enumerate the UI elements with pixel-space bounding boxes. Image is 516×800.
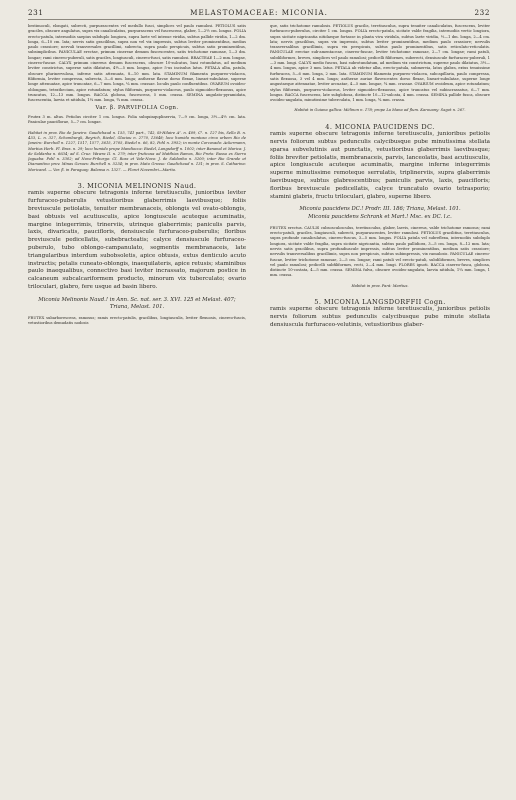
habitat-text: Habitat in prov. Pará: Martius. [351,283,409,288]
description-text: bestimoculi, elongati, subrecti, purpurascentes vel medullo fusci, simplices vel paulo ramulosi. PETIOLUS satis graciles, obscure angulatus, supra vix canaliculatus, purpurascens vel fuscescens, glaber, 1—2½ cm. longus. FOLIA erecto-patula, internodiis saepius subduplo longiora, supra laete vel intense viridia, subtus pallide viridia, 1—2 dm. longa, 6—10 cm. lata; nervis satis gracilibus, supra non vel vix impressis, subtus leviter prominentibus, medius paulo crassiore; nervuli transversales gracillimi, subrecta, supra paulo perspicuis, subtus satis prominentibus, subsimplicibus. PANICULAE erectae, primum cinereae demum fuscescentes, satis trichotome ramosae, 1—3 dm. longae; rami cinereo-puberuli, satis graciles, longiusculi, cinereo-fusci, satis ramulosi. BRACTEAE 1—2 mm. longae, cinereo-fuscae. CALYX primum cinereus demum fuscescens, obscure 10-sulcatus, basi rotundatus, ad medium leviter constrictus, superne satis dilatatus, 4½—5 mm. longus, apice 5-us incisulus latus. PETALA alba, patula, obscure plurinervulosa, inferne satis attenuata, 8—10 mm. lata. STAMINUM filamenta purpureo-violacea, filiformia, leviter compressa, subrecta, 3—6 mm. longa; antherae flavae dorso flexae, lineari-subulatae, superne longe attenuatae, apice truncatae, 6—7 mm. longa, ¼ mm. crassae. loculis paulo confluentibus. OVARIUM ovoideo-oblongum, tetrathecium, apice rotundatum; stylus filiformis, purpureo-violaceus, paulo sigmoideo-flexuosus, apice truncatus, 12—13 mm. longus. BACCA globosa, fuscescens, 5 mm. crassa. SEMINA angulato-pyramidata, fuscescentia, laevia et nitidula, 1¼ mm. longa, ¾ mm. crassa. [28,24,246,103]
description-text: FRUTEX erectus. CAULIS cubsosculosculus, teretiusculus, glaber, laevis, cinereus, valde trichotome ramosus; rami erecto-patuli, graciles, longiusculi, subrecti, purpurascentes, leviter ramulosi. PETIOLUS gracilitius, teretiusculus, supra profunde canaliculatus, cinereo-fuscus, 3—5 mm. longus. FOLIA patula vel subreflexa, internodiis subduplo longiora, sicitate valde fragilia, supra sicitate nigricantia, subtus paulo pallidiora, 3—5 cm. longa, 8—12 mm. lata; nervis satis gracilibus, supra profundiuscule impressis, subtus leviter prominentibus, medium satis crassiore; nervulis transversalibus gracillimis, supra non perspicuis, subtus subimpressis, vix ramulosis. PANICULAE cinereo-fuscae, leviter trichotome ramosae, 2—5 cm. longae; rami patuli vel erecto-patuli, subdiliformes, breves, simplices vel paulo ramulosi; pedicelli subfiliformes, recti, 2—4 mm. longi. FLORES ignoti. BACCA cinereo-fusca, globosa, distincte 10-costata, 4—5 mm. crassa. SEMINA fulva, obscure ovoideo-angulata, laevia nitidula, 1¼ mm. longa, 1 mm. crassa. [270,225,490,278]
species-heading: 3. MICONIA MELINONIS Naud. [77,182,197,191]
species-diagnosis: ramis superne obscure tetragonis inferne teretiusculis, junioribus petiolis nervis foliorum subtus pedunculis calycibusque pube minutissima stellata sparsa subvelutinis aut punctatis, vetustioribus glaberrimis laevibusque; foliis breviter petiolatis, membranaceis, parvis, lanceolatis, basi acutiusculis, apice longiuscule acuteque acuminatis, margine inferne integerrimis superne minutissime remoteque serrulatis, triplinerviis, supra glaberrimis laevibusque, subtus glabrescentibus; paniculis parvis, laxis, paucifloris; floribus breviuscule pedicellatis, calyce truncatulo ovario tetrasporio; stamini glabris, fructu triloculari, glabro, superne libero. [270,131,490,200]
species-reference: Miconia paucidens DC.! Prodr. III. 186; Triana, Melast. 101. [299,206,461,213]
habitat-text: Habitat in Guiana gallica: Mélinon n. 178; prope La Mana ad flum. Karouany: Sagot n. 267. [294,108,466,113]
variety-text: Frutex 3 m. altus. Petiolus circiter 1 cm. longus. Folia subquinquplinervia, 7—9 cm. longa, 3½—4½ cm. lata. Paniculae pauciflorae, 5—7 cm. longae. [28,115,246,125]
species-diagnosis: ramis superne obscure tetragonis inferne teretiusculis, junioribus leviter furfuraceo-puberulis vetustioribus glaberrimis laevibusque; foliis breviuscule petiolatis, tenuiter membranaceis, oblongis vel ovato-oblongis, basi obtusis vel acutiusculis, apice longiuscule acuteque acuminatis, margine integerrimis, trinerviis, utrinque glaberrimis; paniculis parvis, laxis, divaricatis, paucifloris, densiuscule furfuraceo-puberulis; floribus breviuscule pedicellatis, subebracteatis; calyce densiuscule furfuraceo-puberulo, tubo oblongo-campanulato, segmentis membranaceis, late triangularibus interdum subobsoletis, apice obtusis, extus denticulo acuto instructis; petalis cuneato-oblongis, inaequilateris, apice retusis; staminibus paulo inaequalibus, connectivo basi leviter incrassato, majorum postice in calcaneum subcalcariformem producto, minorum vix tuberculato; ovario triloculari, glabro, fere usque ad basin libero. [28,190,246,290]
species-reference: Miconia paucidens Schrank et Mart.! Msc. ex DC. l.c. [308,213,452,220]
species-diagnosis: ramis superne obscure tetragonis inferne teretiusculis, junioribus petiolis nervis foliorum subtus pedunculis calycibusque pube minute stellata densiuscula furfuraceo-velutinis, vetustioribus glaber- [270,306,490,328]
description-text: FRUTEX subarborescens, ramosus; ramis erecto-patulis, gracilibus, longiusculis, leviter flexuosis, cinereo-fuscis, vetustioribus demudatis nodosis [28,316,246,326]
species-reference: Miconia Melinonis Naud.! in Ann. Sc. nat. ser. 3. XVI. 125 et Melast. 407; Triana, Melast. 101. [38,296,236,310]
page-number-right: 232 [474,8,490,17]
description-text: que, satis trichotome ramulosis. PETIOLUS gracilis, teretiusculus, supra tenuiter canaliculatus, fuscescens, leviter furfuraceo-puberulus, circiter 1 cm. longus. FOLIA erecto-patula, sicitate valde fragilia, internodiis vertic longiora, supra sicitate nigricantia nitidaeque fortasse in planta viva viridula, subtus laete viridia, ½—1 dm. longa, 2—4 cm. lata; nervis gracilibus, supra vix impressis, subtus leviter prominentibus, medium paulo crassiore; nervulis transversalibus gracillimis, supra vix perspicuis, subtus paulo prominentibus, satis reticulato-reticulatis. PANICULAE erectae sub-amentaceae, cinereo-fuscae, leviter trichotome ramosae, 2—7 cm. longae; rami patuli, subdiliformes, breves, simplices vel paulo ramulosi; pedicelli filiformes, suberecti, densiuscule furfuraceo-puberuli, 1—3 mm. longi. CALYX medio fuscus, basi subrotundatum, ad medium vix constrictum, superne paulo dilatatus, 3½—4 mm. longus, apice 3 mm. latus. PETALA ab videtur alba, erecto-patula, submervia, latus glabra, extus tenuissime furfuracea, 5—6 mm. longa, 2 mm. lata. STAMINUM filamenta purpureo-violacea, subcapillaria, paulo compressa, satis flexuosa, 3 vel 4 mm. longa; antherae auriae flavescentes dorso flexae, lineari-subulatae, superne longe angustaeque attenuatae, leviter arcuatae, 4—5 mm. longae, ¾ mm. crassae. OVARIUM ovoideum, apice rotundatum; stylus filiformis, purpureo-violaceus, leviter sigmoideo-flexuosus, apice truncatus vel subincrassatus, 6—7 mm. longus. BACCA fuscescens, late subglobosa, distincte 10—12-sulcata, 4 mm. crassa. SEMINA pallide fusca, obscure ovoideo-angulata, minutissime tuberculata, 1 mm. longa, ¾ mm. crassa. [270,24,490,103]
right-column [270,24,490,794]
habitat-text: Habitat in prov. Rio de Janeiro: Gaudichaud n. 155, 741 part., 742, St-Hilaire A¹. n. 409, C². n. 127 bis, Sello B. n. 433, L. n. 327, Schomburgk, Beyrich, Riedel, Glaziou n. 2770, 13648; loco humido montoso circa urbem Rio de Janeiro: Burchell n. 1227, 1517, 1577, 3615, 3705, Riedel n. 66, 82, Pohl n. 3952; in monte Corcovado: Ackermann, Martius Herb. Fl. Bras. n. 29; loco humido prope Mandiocca: Riedel, Langsdorff n. 1002; inter Bananal et Marica: J. de Saldanha n. 6634; ad S. Cruz: Wawra II. n. 279; inter fruticosa ad Matthias Ramos, Rio Preto: Russo ex Sierra Jaguaba: Pohl n. 3302; ad Novo-Friburgo: Cl. Ross et Vale-Novo: J. de Saldanha n. 5200; inter Rio Grande et Diamantino prov. Minas Geraes: Burchell n. 5234; in prov. Mato Grosso: Gaudichaud n. 131; in prov. S. Catharina: Moricand. — Var. β. in Paraguay: Balansa n. 1327. — Floret Novembri—Martio. [28,130,246,172]
page-number-left: 231 [28,8,44,17]
header-rule [28,19,490,20]
left-column [28,24,246,794]
variety-title: Var. β. PARVIFOLIA Cogn. [95,105,179,112]
species-heading: 5. MICONIA LANGSDORFFII Cogn. [314,298,446,306]
running-title: MELASTOMACEAE: MICONIA. [190,8,328,17]
species-heading: 4. MICONIA PAUCIDENS DC. [325,122,435,131]
